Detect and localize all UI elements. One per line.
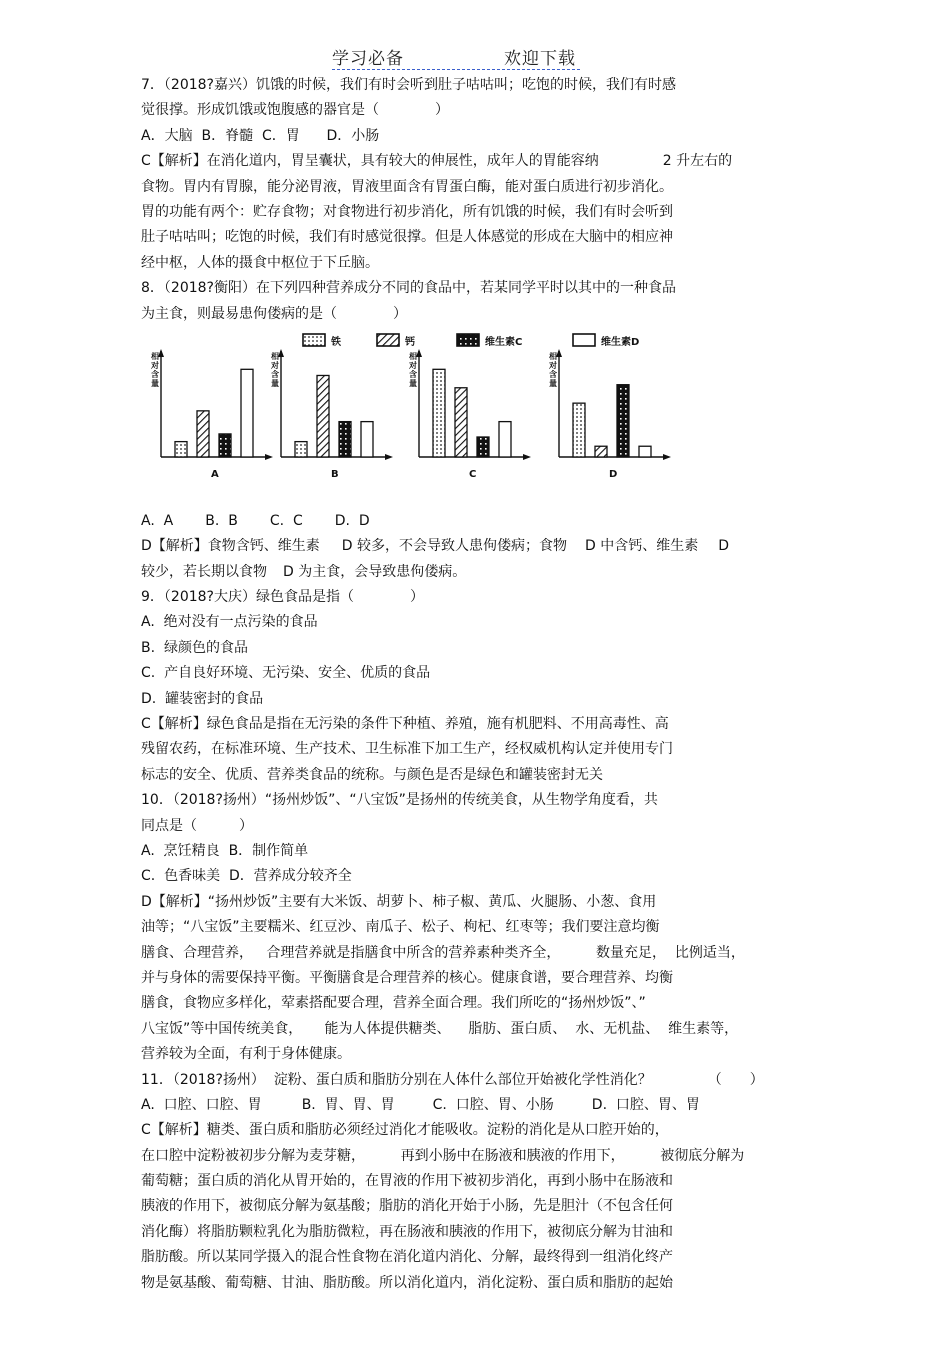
q11-analysis-line-5: 消化酶）将脂肪颗粒乳化为脂肪微粒，再在肠液和胰液的作用下，被彻底分解为甘油和	[141, 1223, 673, 1240]
q7-stem-line-1: 7．（2018?嘉兴）饥饿的时候，我们有时会听到肚子咕咕叫；吃饱的时候，我们有时感	[141, 77, 676, 93]
q8-option-c: C. C	[269, 512, 303, 529]
legend-label-1: 铁	[331, 336, 341, 348]
panel-C-x-arrow	[523, 454, 531, 460]
q11-analysis-line-6: 脂肪酸。所以某同学摄入的混合性食物在消化道内消化、分解，最终得到一组消化终产	[141, 1249, 673, 1266]
q11-analysis-line-1: C【解析】糖类、蛋白质和脂肪必须经过消化才能吸收。淀粉的消化是从口腔开始的，	[141, 1122, 669, 1139]
q9-analysis-line-1: C【解析】绿色食品是指在无污染的条件下种植、养殖，施有机肥料、不用高毒性、高	[141, 716, 669, 733]
bar-D-2	[595, 446, 607, 457]
q8-charts-svg	[139, 327, 679, 507]
q9-option-d: D. 罐装密封的食品	[141, 690, 264, 707]
q10-analysis-line-2: 油等；“八宝饭”主要糯米、红豆沙、南瓜子、松子、枸杞、红枣等；我们要注意均衡	[141, 919, 660, 936]
bar-D-3	[617, 385, 629, 457]
panel-C-ylabel: 相对含量	[409, 351, 417, 388]
bar-A-2	[197, 411, 209, 457]
q11-option-b: B. 胃、胃、胃	[301, 1096, 395, 1113]
q9-analysis-line-3: 标志的安全、优质、营养类食品的统称。与颜色是否是绿色和罐装密封无关	[141, 766, 603, 783]
q7-stem-line-2: 觉很撑。形成饥饿或饱腹感的器官是（ ）	[141, 102, 449, 119]
legend-swatch-4	[573, 334, 595, 346]
document-body	[141, 73, 801, 1296]
chart-legend	[303, 334, 639, 348]
legend-label-2: 钙	[405, 336, 415, 348]
q9-analysis-line-2: 残留农药，在标准环境、生产技术、卫生标准下加工生产，经权威机构认定并使用专门	[141, 741, 673, 758]
q8-analysis-part-4: D	[718, 538, 730, 555]
page-header	[0, 40, 950, 70]
panel-D-x-arrow	[663, 454, 671, 460]
q8-analysis-line-2	[141, 560, 801, 585]
q10-analysis-line-4: 并与身体的需要保持平衡。平衡膳食是合理营养的核心。健康食谱，要合理营养、均衡	[141, 969, 673, 986]
bar-D-4	[639, 446, 651, 457]
header-left: 学习必备	[332, 49, 404, 69]
bar-A-4	[241, 369, 253, 457]
q11-stem-paren: （ ）	[707, 1071, 764, 1088]
q8-analysis-part-1: D【解析】食物含钙、维生素	[141, 538, 320, 555]
q10-stem-line-1: 10．（2018?扬州）“扬州炒饭”、“八宝饭”是扬州的传统美食，从生物学角度看，共	[141, 792, 658, 809]
q8-options	[141, 509, 801, 534]
q9-option-c: C. 产自良好环境、无污染、安全、优质的食品	[141, 665, 431, 682]
q7-analysis-tail: 2 升左右的	[662, 153, 733, 170]
q8-analysis-part-3: D 中含钙、维生素	[585, 538, 699, 555]
legend-label-4: 维生素D	[601, 336, 640, 348]
q11-option-d: D. 口腔、胃、胃	[591, 1096, 700, 1113]
panel-D-ylabel: 相对含量	[549, 351, 557, 388]
panel-C-label: C	[469, 468, 477, 480]
q11-analysis-line-3: 葡萄糖；蛋白质的消化从胃开始的，在胃液的作用下被初步消化，再到小肠中在肠液和	[141, 1173, 673, 1190]
panel-B-x-arrow	[385, 454, 393, 460]
q7-analysis-line-3: 胃的功能有两个：贮存食物；对食物进行初步消化，所有饥饿的时候，我们有时会听到	[141, 203, 673, 220]
q10-analysis-line-1: D【解析】“扬州炒饭”主要有大米饭、胡萝卜、柿子椒、黄瓜、火腿肠、小葱、食用	[141, 893, 657, 910]
panel-B-label: B	[331, 468, 339, 480]
panel-A-x-arrow	[265, 454, 273, 460]
bar-C-2	[455, 388, 467, 457]
q11-analysis-line-7: 物是氨基酸、葡萄糖、甘油、脂肪酸。所以消化道内，消化淀粉、蛋白质和脂肪的起始	[141, 1274, 673, 1291]
bar-A-3	[219, 434, 231, 457]
q8-analysis-part-2: D 较多，不会导致人患佝偻病；食物	[341, 538, 568, 555]
q8-analysis-part-6: D 为主食，会导致患佝偻病。	[283, 563, 467, 580]
bar-B-4	[361, 422, 373, 457]
q7-analysis-line-5: 经中枢，人体的摄食中枢位于下丘脑。	[141, 254, 379, 271]
q10-option-ab: A. 烹饪精良 B．制作简单	[141, 842, 309, 859]
chart-panels	[150, 349, 671, 480]
q9-option-a: A. 绝对没有一点污染的食品	[141, 614, 318, 631]
q8-stem-line-2: 为主食，则最易患佝偻病的是（ ）	[141, 305, 407, 322]
q11-stem	[141, 1068, 801, 1093]
q8-charts	[141, 327, 801, 509]
bar-D-1	[573, 403, 585, 457]
q7-options: A．大脑 B．脊髓 C．胃 D．小肠	[141, 127, 380, 144]
q10-analysis-line-5: 膳食，食物应多样化，荤素搭配要合理，营养全面合理。我们所吃的“扬州炒饭”、”	[141, 995, 646, 1012]
bar-C-1	[433, 369, 445, 457]
q11-analysis-line-4: 胰液的作用下，被彻底分解为氨基酸；脂肪的消化开始于小肠，先是胆汁（不包含任何	[141, 1198, 673, 1215]
q10-analysis-line-3: 膳食、合理营养， 合理营养就是指膳食中所含的营养素种类齐全， 数量充足， 比例适当，	[141, 944, 745, 961]
q8-option-d: D. D	[334, 512, 370, 529]
bar-C-3	[477, 437, 489, 457]
q8-stem-line-1: 8．（2018?衡阳）在下列四种营养成分不同的食品中，若某同学平时以其中的一种食品	[141, 280, 676, 297]
panel-B-ylabel: 相对含量	[271, 351, 279, 388]
q11-options	[141, 1093, 801, 1118]
q8-option-a: A. A	[141, 512, 174, 529]
legend-swatch-2	[377, 334, 399, 346]
q10-analysis-line-6: 八宝饭”等中国传统美食， 能为人体提供糖类、 脂肪、蛋白质、 水、无机盐、 维生素等，	[141, 1020, 739, 1037]
q10-analysis-line-7: 营养较为全面，有利于身体健康。	[141, 1046, 351, 1063]
bar-C-4	[499, 422, 511, 457]
panel-D-label: D	[609, 468, 618, 480]
header-dashed-rule	[332, 69, 580, 70]
q10-stem-line-2: 同点是（ ）	[141, 817, 253, 834]
q9-option-b: B. 绿颜色的食品	[141, 639, 248, 656]
header-right: 欢迎下载	[504, 49, 576, 69]
q7-analysis-line-1	[141, 149, 801, 174]
q11-analysis-line-2: 在口腔中淀粉被初步分解为麦芽糖， 再到小肠中在肠液和胰液的作用下， 被彻底分解为	[141, 1147, 745, 1164]
q11-stem-text: 11．（2018?扬州） 淀粉、蛋白质和脂肪分别在人体什么部位开始被化学性消化？	[141, 1071, 652, 1088]
bar-A-1	[175, 442, 187, 457]
q8-analysis-part-5: 较少，若长期以食物	[141, 563, 267, 580]
q10-option-cd: C. 色香味美 D．营养成分较齐全	[141, 868, 352, 885]
q8-option-b: B. B	[205, 512, 238, 529]
q11-option-a: A. 口腔、口腔、胃	[141, 1096, 262, 1113]
legend-swatch-1	[303, 334, 325, 346]
q11-option-c: C. 口腔、胃、小肠	[432, 1096, 554, 1113]
legend-label-3: 维生素C	[485, 336, 523, 348]
legend-swatch-3	[457, 334, 479, 346]
bar-B-2	[317, 375, 329, 457]
panel-A-ylabel: 相对含量	[151, 351, 159, 388]
panel-A-label: A	[211, 468, 219, 480]
q9-stem: 9．（2018?大庆）绿色食品是指（ ）	[141, 589, 424, 606]
q8-analysis-line-1	[141, 534, 801, 559]
q7-analysis-line-4: 肚子咕咕叫；吃饱的时候，我们有时感觉很撑。但是人体感觉的形成在大脑中的相应神	[141, 229, 673, 246]
q7-analysis-text: C【解析】在消化道内，胃呈囊状，具有较大的伸展性，成年人的胃能容纳	[141, 153, 599, 170]
bar-B-3	[339, 422, 351, 457]
bar-B-1	[295, 442, 307, 457]
q7-analysis-line-2: 食物。胃内有胃腺，能分泌胃液，胃液里面含有胃蛋白酶，能对蛋白质进行初步消化。	[141, 178, 673, 195]
